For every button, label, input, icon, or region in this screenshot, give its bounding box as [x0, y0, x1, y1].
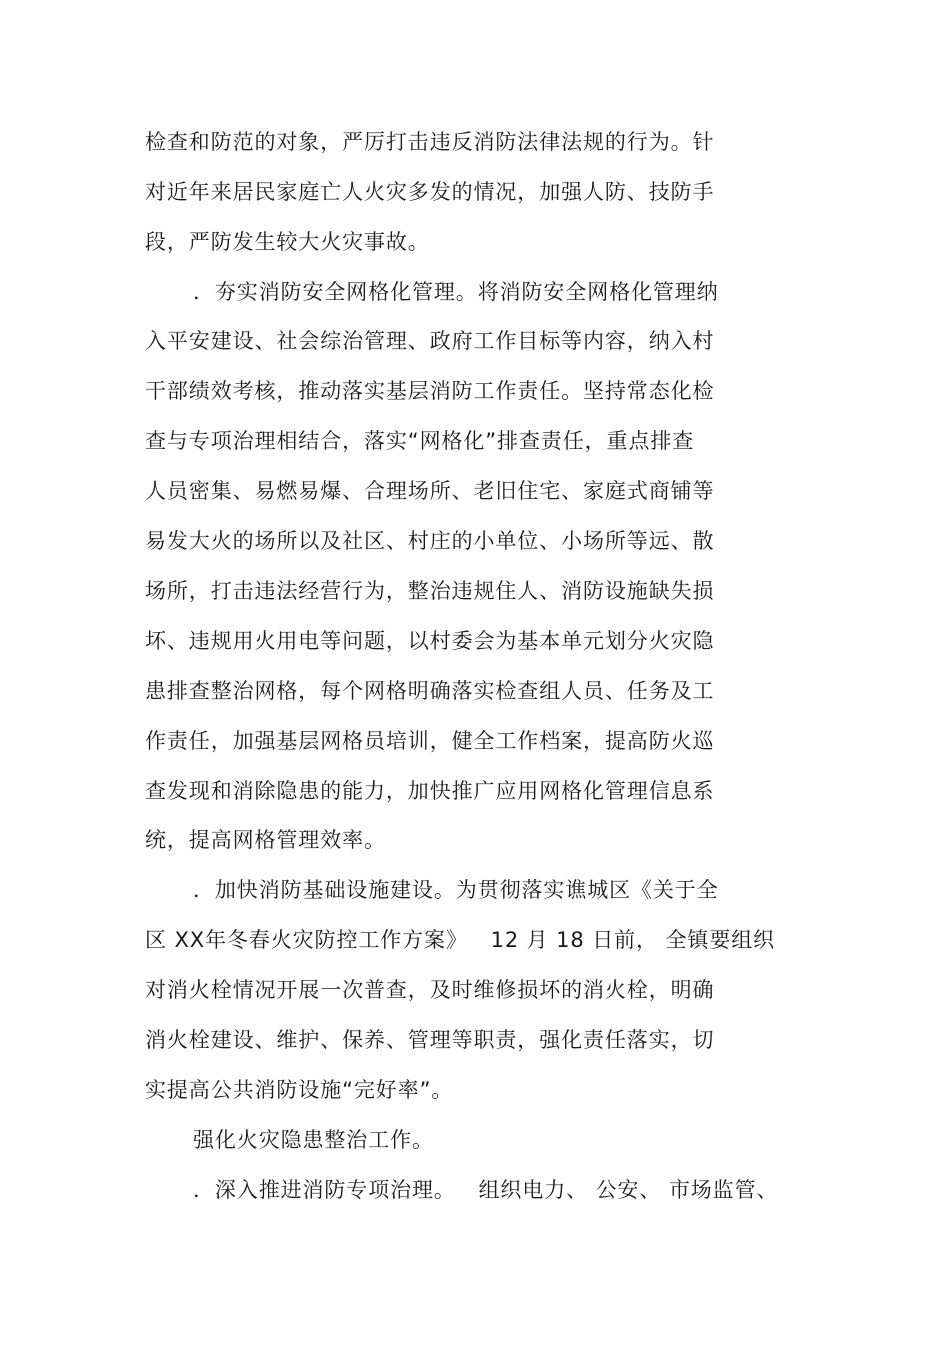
text-line: 对近年来居民家庭亡人火灾多发的情况，加强人防、技防手: [145, 180, 715, 204]
text-line: 易发大火的场所以及社区、村庄的小单位、小场所等远、散: [145, 529, 715, 553]
text-line: 查与专项治理相结合，落实“网格化”排查责任，重点排查: [145, 429, 695, 453]
text-line: 人员密集、易燃易爆、合理场所、老旧住宅、家庭式商铺等: [145, 479, 715, 503]
text-line: 区 XX年冬春火灾防控工作方案》 12 月 18 日前， 全镇要组织: [145, 928, 776, 952]
paragraph-start-line: ．加快消防基础设施建设。为贯彻落实谯城区《关于全: [193, 878, 719, 902]
text-line: 患排查整治网格，每个网格明确落实检查组人员、任务及工: [145, 679, 715, 703]
paragraph-start-line: ．深入推进消防专项治理。 组织电力、 公安、 市场监管、: [193, 1178, 779, 1202]
text-line: 段，严防发生较大火灾事故。: [145, 230, 430, 254]
text-line: 场所，打击违法经营行为，整治违规住人、消防设施缺失损: [145, 579, 715, 603]
text-line: 坏、违规用火用电等问题，以村委会为基本单元划分火灾隐: [145, 629, 715, 653]
text-line: 对消火栓情况开展一次普查，及时维修损坏的消火栓，明确: [145, 978, 715, 1002]
text-line: 消火栓建设、维护、保养、管理等职责，强化责任落实，切: [145, 1028, 715, 1052]
text-line: 实提高公共消防设施“完好率”。: [145, 1078, 454, 1102]
text-line: 入平安建设、社会综治管理、政府工作目标等内容，纳入村: [145, 329, 715, 353]
paragraph-start-line: ．夯实消防安全网格化管理。将消防安全网格化管理纳: [193, 280, 719, 304]
text-line: 统，提高网格管理效率。: [145, 828, 386, 852]
section-heading-line: 强化火灾隐患整治工作。: [193, 1128, 434, 1152]
text-line: 作责任，加强基层网格员培训，健全工作档案，提高防火巡: [145, 729, 715, 753]
text-line: 查发现和消除隐患的能力，加快推广应用网格化管理信息系: [145, 779, 715, 803]
text-line: 干部绩效考核，推动落实基层消防工作责任。坚持常态化检: [145, 379, 715, 403]
text-line: 检查和防范的对象，严厉打击违反消防法律法规的行为。针: [145, 130, 715, 154]
